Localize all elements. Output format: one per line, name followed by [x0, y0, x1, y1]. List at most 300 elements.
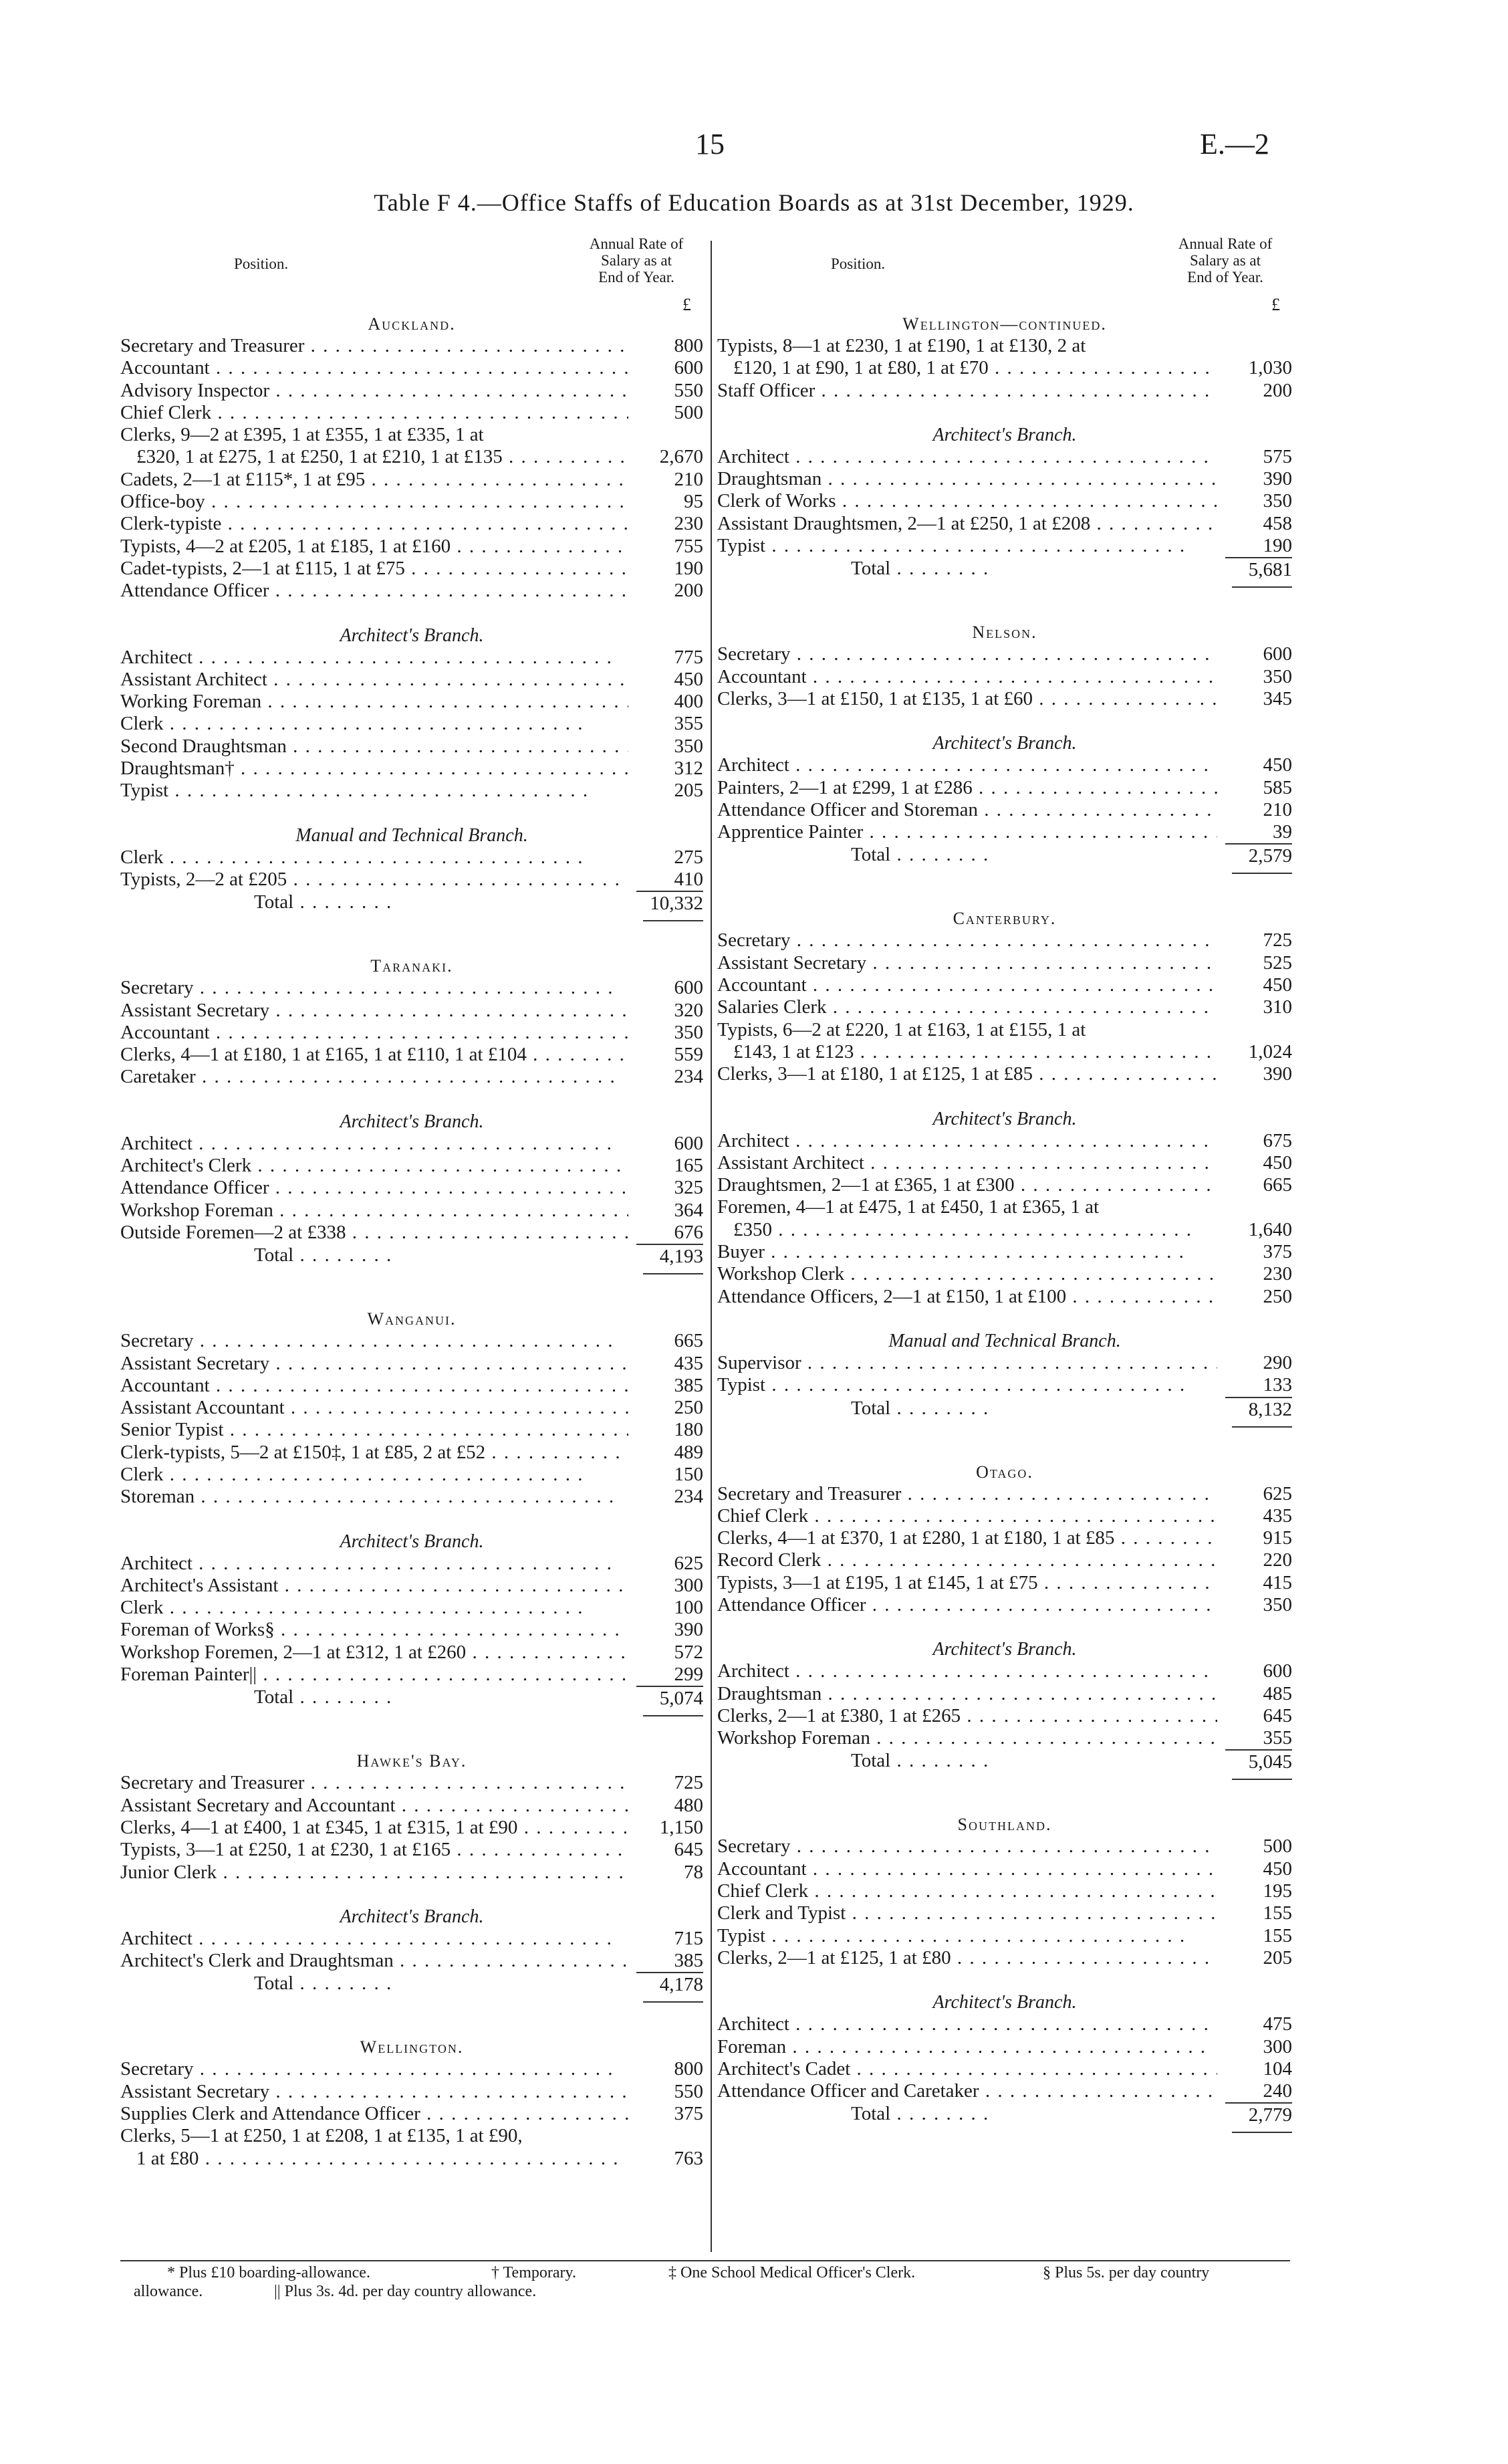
spacer	[120, 2003, 703, 2036]
position-label: Office-boy . .	[120, 491, 628, 513]
position-label: Outside Foremen—2 at £338 . .	[120, 1222, 628, 1244]
position-label: Clerk . .	[120, 847, 628, 869]
salary-value: 250	[1263, 1285, 1292, 1307]
table-row	[717, 2036, 1292, 2058]
position-label: Typist . .	[717, 1374, 1217, 1396]
total-block	[717, 2102, 1292, 2133]
total-row	[120, 1972, 703, 1996]
salary-value: 550	[674, 379, 703, 401]
total-underline	[1232, 2132, 1292, 2133]
table-row	[717, 1019, 1292, 1064]
salary-value: 205	[1263, 1946, 1292, 1969]
total-block	[120, 891, 703, 921]
position-label: Supervisor . .	[717, 1352, 1217, 1374]
position-label: Architect's Cadet . .	[717, 2058, 1217, 2080]
branch-heading: Architect's Branch.	[340, 1531, 484, 1552]
position-label: Attendance Officers, 2—1 at £150, 1 at £100 . .	[717, 1286, 1217, 1308]
position-label: Typists, 3—1 at £195, 1 at £145, 1 at £75 . .	[717, 1572, 1217, 1594]
position-label: Accountant . .	[717, 1858, 1217, 1880]
table-row	[717, 1174, 1292, 1196]
total-label: Total . .	[120, 891, 636, 915]
total-value: 8,132	[1225, 1397, 1292, 1421]
position-label: Secretary . .	[120, 1330, 628, 1352]
page-number: 15	[695, 128, 725, 160]
salary-value: 100	[674, 1597, 703, 1619]
position-label: Architect . .	[120, 1928, 628, 1950]
branch-heading: Architect's Branch.	[932, 1992, 1077, 2013]
total-value: 2,579	[1225, 843, 1292, 867]
table-row	[120, 758, 703, 780]
table-row	[717, 666, 1292, 688]
table-row	[717, 1286, 1292, 1308]
branch-heading: Architect's Branch.	[340, 1906, 484, 1927]
table-row	[120, 869, 703, 891]
salary-value: 755	[674, 535, 703, 557]
table-row	[120, 1575, 703, 1597]
table-row	[120, 2081, 703, 2103]
table-row	[120, 380, 703, 402]
position-label: Senior Typist . .	[120, 1419, 628, 1441]
table-row	[717, 1263, 1292, 1285]
table-row	[717, 1527, 1292, 1549]
board-heading: Southland.	[957, 1815, 1052, 1835]
salary-value: 572	[674, 1641, 703, 1663]
left-column-header	[120, 235, 703, 297]
position-label: Clerk . .	[120, 1597, 628, 1619]
table-row	[120, 1486, 703, 1508]
table-row	[120, 1222, 703, 1244]
spacer	[120, 1274, 703, 1308]
position-label-continued: 1 at £80 . .	[120, 2148, 628, 2170]
table-row	[120, 1177, 703, 1199]
table-row	[120, 2058, 703, 2080]
position-label: Secretary . .	[120, 2058, 628, 2080]
total-value: 5,074	[636, 1686, 703, 1710]
position-label: Record Clerk . .	[717, 1549, 1217, 1571]
salary-value: 210	[674, 468, 703, 490]
branch-heading: Manual and Technical Branch.	[888, 1330, 1121, 1351]
position-label: Workshop Clerk . .	[717, 1263, 1217, 1285]
total-label: Total . .	[717, 557, 1225, 581]
spacer	[120, 921, 703, 955]
salary-value: 190	[674, 557, 703, 579]
table-row	[120, 1133, 703, 1155]
position-label: Storeman . .	[120, 1486, 628, 1508]
footnote: † Temporary.	[491, 2264, 576, 2281]
salary-value: 200	[1263, 379, 1292, 401]
table-row	[120, 402, 703, 424]
salary-value: 300	[1263, 2035, 1292, 2057]
salary-value: 489	[674, 1441, 703, 1463]
table-row	[717, 1572, 1292, 1594]
position-label: Advisory Inspector . .	[120, 380, 628, 402]
rate-heading-line: Annual Rate of	[1178, 235, 1273, 252]
left-column-body	[120, 313, 703, 2170]
total-label: Total . .	[120, 1972, 636, 1996]
salary-value: 600	[674, 1132, 703, 1154]
table-row	[717, 1594, 1292, 1616]
position-label: Attendance Officer and Caretaker . .	[717, 2080, 1217, 2102]
salary-value: 230	[1263, 1263, 1292, 1285]
total-block	[120, 1686, 703, 1716]
table-row	[717, 688, 1292, 710]
table-row	[717, 468, 1292, 490]
table-row	[717, 996, 1292, 1018]
salary-value: 675	[1263, 1129, 1292, 1151]
footnote: § Plus 5s. per day country	[1043, 2264, 1210, 2281]
salary-value: 205	[674, 780, 703, 802]
position-label: Clerks, 2—1 at £380, 1 at £265 . .	[717, 1705, 1217, 1727]
branch-heading: Architect's Branch.	[932, 1108, 1077, 1129]
table-row	[120, 335, 703, 357]
salary-value: 500	[674, 401, 703, 423]
position-label: Secretary . .	[717, 1835, 1217, 1858]
position-label: Clerks, 3—1 at £180, 1 at £125, 1 at £85 . .	[717, 1063, 1217, 1085]
table-row	[717, 754, 1292, 776]
position-label: Typists, 6—2 at £220, 1 at £163, 1 at £155, 1 at	[717, 1018, 1086, 1040]
table-row	[717, 952, 1292, 974]
salary-value: 155	[1263, 1902, 1292, 1924]
branch-heading: Architect's Branch.	[340, 1111, 484, 1132]
table-row	[120, 977, 703, 999]
position-label: Assistant Architect . .	[717, 1152, 1217, 1174]
salary-value: 715	[674, 1927, 703, 1949]
table-row	[120, 1950, 703, 1972]
table-row	[717, 535, 1292, 557]
position-label: Typist . .	[717, 1925, 1217, 1947]
position-label: Assistant Secretary and Accountant . .	[120, 1795, 628, 1817]
position-label: Typist . .	[717, 535, 1217, 557]
position-label: Architect . .	[120, 1133, 628, 1155]
salary-value: 275	[674, 846, 703, 868]
position-label: Secretary . .	[120, 977, 628, 999]
table-row	[120, 424, 703, 469]
table-row	[717, 380, 1292, 402]
position-label: Secretary and Treasurer . .	[717, 1483, 1217, 1505]
position-label: Draughtsmen, 2—1 at £365, 1 at £300 . .	[717, 1174, 1217, 1196]
rate-heading	[1158, 235, 1292, 286]
table-row	[120, 357, 703, 379]
position-label: Assistant Secretary . .	[717, 952, 1217, 974]
board-heading: Auckland.	[368, 314, 456, 334]
salary-value: 525	[1263, 951, 1292, 974]
salary-value: 763	[674, 2147, 703, 2169]
position-label: Clerk-typiste . .	[120, 513, 628, 535]
salary-value: 150	[674, 1463, 703, 1485]
salary-value: 800	[674, 335, 703, 356]
table-row	[120, 513, 703, 535]
position-label: Chief Clerk . .	[717, 1880, 1217, 1902]
table-row	[717, 1063, 1292, 1085]
position-label: Foreman . .	[717, 2036, 1217, 2058]
spacer	[120, 802, 703, 824]
salary-value: 600	[674, 357, 703, 379]
total-value: 2,779	[1225, 2102, 1292, 2126]
salary-value: 500	[1263, 1835, 1292, 1858]
table-row	[120, 1597, 703, 1619]
total-row	[120, 891, 703, 915]
position-label: Foreman Painter|| . .	[120, 1664, 628, 1686]
salary-value: 390	[1263, 468, 1292, 490]
footnote-rule	[120, 2260, 1290, 2261]
position-label: Secretary . .	[717, 929, 1217, 951]
position-label: Architect's Clerk . .	[120, 1155, 628, 1177]
position-label: Buyer . .	[717, 1241, 1217, 1263]
rate-heading-line: End of Year.	[598, 269, 674, 286]
table-row	[120, 1928, 703, 1950]
salary-value: 435	[674, 1352, 703, 1374]
spacer	[120, 1508, 703, 1531]
salary-value: 575	[1263, 445, 1292, 467]
table-row	[120, 1155, 703, 1177]
pound-unit: £	[1271, 295, 1280, 314]
salary-value: 585	[1263, 776, 1292, 798]
table-row	[120, 1817, 703, 1839]
total-row	[717, 557, 1292, 581]
right-column	[717, 235, 1292, 2133]
table-row	[120, 1000, 703, 1022]
position-label: Accountant . .	[717, 974, 1217, 996]
table-row	[120, 1353, 703, 1375]
table-row	[120, 1795, 703, 1817]
position-label-continued: £143, 1 at £123 . .	[717, 1041, 1217, 1063]
salary-value: 385	[674, 1374, 703, 1396]
table-row	[120, 847, 703, 869]
salary-value: 325	[674, 1177, 703, 1199]
salary-value: 435	[1263, 1504, 1292, 1527]
position-label: Assistant Secretary . .	[120, 2081, 628, 2103]
position-label: Clerk and Typist . .	[717, 1902, 1217, 1924]
table-row	[120, 1619, 703, 1641]
branch-heading: Architect's Branch.	[932, 733, 1077, 754]
salary-value: 350	[1263, 1593, 1292, 1615]
table-row	[717, 1925, 1292, 1947]
table-row	[120, 1664, 703, 1686]
position-label: Attendance Officer . .	[717, 1594, 1217, 1616]
salary-value: 415	[1263, 1571, 1292, 1593]
salary-value: 78	[684, 1861, 703, 1883]
salary-value: 775	[674, 646, 703, 668]
table-row	[717, 974, 1292, 996]
position-label: Typists, 8—1 at £230, 1 at £190, 1 at £130, 2 at	[717, 335, 1086, 356]
position-label: Clerks, 3—1 at £150, 1 at £135, 1 at £60 . .	[717, 688, 1217, 710]
table-row	[120, 469, 703, 491]
table-row	[120, 491, 703, 513]
salary-value: 800	[674, 2058, 703, 2080]
table-row	[717, 1902, 1292, 1924]
position-label: Cadet-typists, 2—1 at £115, 1 at £75 . .	[120, 558, 628, 580]
table-row	[120, 669, 703, 691]
position-label: Architect . .	[717, 446, 1217, 468]
spacer	[717, 1308, 1292, 1330]
total-row	[717, 843, 1292, 867]
salary-value: 676	[674, 1221, 703, 1243]
position-label: Architect . .	[120, 1553, 628, 1575]
table-row	[120, 558, 703, 580]
table-row	[717, 1352, 1292, 1374]
salary-value: 310	[1263, 996, 1292, 1018]
table-row	[717, 513, 1292, 535]
salary-value: 364	[674, 1199, 703, 1221]
salary-value: 600	[674, 977, 703, 999]
salary-value: 665	[1263, 1174, 1292, 1196]
salary-value: 400	[674, 691, 703, 713]
position-label: Clerk . .	[120, 1464, 628, 1486]
total-label: Total . .	[717, 1397, 1225, 1421]
table-row	[717, 1947, 1292, 1969]
salary-value: 385	[674, 1950, 703, 1972]
salary-value: 550	[674, 2080, 703, 2102]
rate-heading-line: Salary as at	[1189, 252, 1261, 269]
position-label: Typists, 2—2 at £205 . .	[120, 869, 628, 891]
table-row	[120, 2103, 703, 2125]
position-label: Typist . .	[120, 780, 628, 802]
salary-value: 195	[1263, 1880, 1292, 1902]
position-label-continued: £320, 1 at £275, 1 at £250, 1 at £210, 1 at £135 . .	[120, 446, 628, 468]
position-label: Second Draughtsman . .	[120, 736, 628, 758]
position-label: Assistant Secretary . .	[120, 1353, 628, 1375]
table-row	[717, 2013, 1292, 2035]
position-label-continued: £350 . .	[717, 1219, 1217, 1241]
table-row	[717, 1727, 1292, 1749]
spacer	[717, 588, 1292, 621]
salary-value: 390	[1263, 1063, 1292, 1085]
salary-value: 625	[674, 1552, 703, 1574]
spacer	[717, 1780, 1292, 1813]
salary-value: 475	[1263, 2013, 1292, 2035]
salary-value: 165	[674, 1155, 703, 1177]
spacer	[717, 710, 1292, 732]
salary-value: 350	[674, 1021, 703, 1043]
salary-value: 915	[1263, 1527, 1292, 1549]
salary-value: 312	[674, 758, 703, 780]
position-label: Secretary and Treasurer . .	[120, 1772, 628, 1794]
total-block	[120, 1972, 703, 2003]
position-label: Assistant Accountant . .	[120, 1397, 628, 1419]
spacer	[717, 874, 1292, 907]
salary-value: 458	[1263, 512, 1292, 534]
position-label: Painters, 2—1 at £299, 1 at £286 . .	[717, 777, 1217, 799]
rate-heading	[570, 235, 703, 286]
salary-value: 2,670	[659, 446, 703, 468]
salary-value: 95	[684, 491, 703, 513]
table-title: Table F 4.—Office Staffs of Education Boards as at 31st December, 1929.	[374, 189, 1134, 216]
position-label: Draughtsman . .	[717, 468, 1217, 490]
table-row	[120, 1862, 703, 1884]
salary-value: 320	[674, 999, 703, 1021]
total-label: Total . .	[120, 1244, 636, 1268]
position-label: Architect . .	[717, 1660, 1217, 1682]
salary-value: 350	[1263, 665, 1292, 687]
table-row	[717, 1241, 1292, 1263]
position-label: Caretaker . .	[120, 1066, 628, 1088]
footnote: allowance.	[134, 2283, 203, 2300]
branch-heading: Architect's Branch.	[932, 1639, 1077, 1660]
table-row	[120, 780, 703, 802]
board-heading: Canterbury.	[953, 909, 1057, 929]
position-label: Accountant . .	[717, 666, 1217, 688]
salary-value: 250	[674, 1397, 703, 1419]
table-row	[717, 1835, 1292, 1858]
total-block	[120, 1244, 703, 1274]
table-row	[717, 1683, 1292, 1705]
position-label: Clerk of Works . .	[717, 490, 1217, 512]
footnote: || Plus 3s. 4d. per day country allowance.	[274, 2283, 537, 2300]
position-label: Typists, 3—1 at £250, 1 at £230, 1 at £165 . .	[120, 1839, 628, 1861]
rate-heading-line: Salary as at	[600, 252, 672, 269]
total-value: 4,193	[636, 1244, 703, 1268]
pound-unit: £	[682, 295, 691, 314]
table-row	[120, 1642, 703, 1664]
salary-value: 450	[674, 668, 703, 690]
board-heading: Wellington.	[360, 2037, 464, 2057]
salary-value: 625	[1263, 1482, 1292, 1504]
salary-value: 410	[674, 868, 703, 890]
table-row	[717, 821, 1292, 843]
right-column-header	[717, 235, 1292, 297]
table-row	[717, 777, 1292, 799]
table-row	[717, 1196, 1292, 1241]
salary-value: 190	[1263, 535, 1292, 557]
table-row	[120, 1200, 703, 1222]
salary-value: 133	[1263, 1374, 1292, 1396]
salary-value: 200	[674, 580, 703, 602]
salary-value: 450	[1263, 754, 1292, 776]
table-row	[717, 1880, 1292, 1902]
position-label: Working Foreman . .	[120, 691, 628, 713]
position-heading: Position.	[831, 255, 886, 272]
rate-heading-line: Annual Rate of	[589, 235, 684, 252]
position-label: Draughtsman . .	[717, 1683, 1217, 1705]
position-label: Junior Clerk . .	[120, 1862, 628, 1884]
board-heading: Otago.	[976, 1462, 1033, 1482]
right-column-body	[717, 313, 1292, 2133]
salary-value: 450	[1263, 1858, 1292, 1880]
position-label: Clerks, 4—1 at £370, 1 at £280, 1 at £180, 1 at £85 . .	[717, 1527, 1217, 1549]
position-label: Apprentice Painter . .	[717, 821, 1217, 843]
branch-heading: Manual and Technical Branch.	[295, 824, 528, 846]
salary-value: 390	[674, 1619, 703, 1641]
salary-value: 665	[674, 1330, 703, 1352]
table-row	[120, 1375, 703, 1397]
salary-value: 725	[674, 1772, 703, 1794]
salary-value: 230	[674, 513, 703, 535]
position-label: Secretary and Treasurer . .	[120, 335, 628, 357]
table-row	[120, 691, 703, 713]
position-label: Architect's Assistant . .	[120, 1575, 628, 1597]
position-label: Architect . .	[717, 2013, 1217, 2035]
board-heading: Wellington—continued.	[902, 314, 1107, 334]
table-row	[717, 643, 1292, 665]
position-label: Foremen, 4—1 at £475, 1 at £450, 1 at £365, 1 at	[717, 1196, 1100, 1218]
position-label: Architect . .	[120, 647, 628, 669]
salary-value: 450	[1263, 974, 1292, 996]
position-label: Architect . .	[717, 754, 1217, 776]
table-row	[717, 1858, 1292, 1880]
total-label: Total . .	[717, 2102, 1225, 2126]
spacer	[717, 402, 1292, 424]
table-row	[120, 1066, 703, 1088]
spacer	[120, 1089, 703, 1111]
total-row	[120, 1686, 703, 1710]
total-block	[717, 1397, 1292, 1428]
position-label: Workshop Foremen, 2—1 at £312, 1 at £260 . .	[120, 1642, 628, 1664]
position-label: Typists, 4—2 at £205, 1 at £185, 1 at £160 . .	[120, 536, 628, 558]
total-value: 5,681	[1225, 557, 1292, 581]
spacer	[120, 602, 703, 625]
total-value: 4,178	[636, 1972, 703, 1996]
salary-value: 240	[1263, 2080, 1292, 2102]
